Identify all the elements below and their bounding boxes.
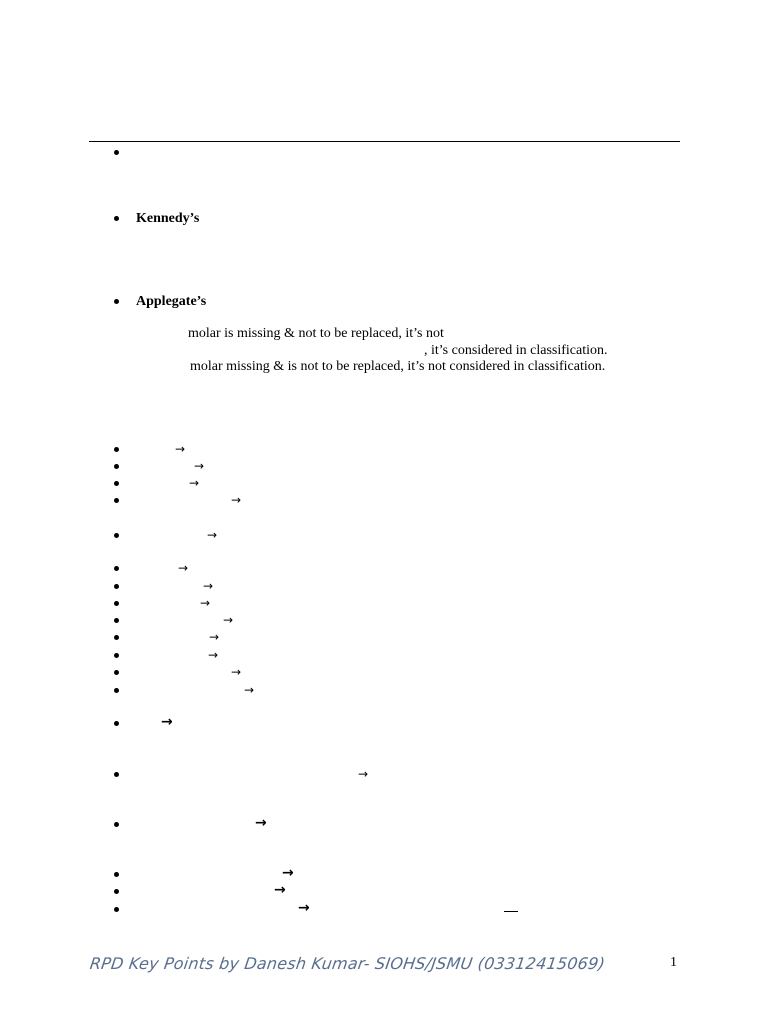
applegate-note-3: molar missing & is not to be replaced, it’s not considered in classification. (190, 359, 606, 374)
bullet (114, 498, 119, 503)
bullet (114, 889, 119, 894)
bullet (114, 721, 119, 726)
bullet (114, 566, 119, 571)
bullet (114, 688, 119, 693)
bullet (114, 670, 119, 675)
arrow-icon: → (282, 865, 294, 881)
arrow-icon: → (209, 630, 220, 644)
page-number: 1 (670, 955, 677, 970)
arrow-icon: → (207, 528, 218, 542)
arrow-icon: → (274, 882, 286, 898)
kennedy-label: Kennedy’s (136, 211, 200, 226)
bullet (114, 772, 119, 777)
arrow-icon: → (203, 579, 214, 593)
horizontal-rule (89, 141, 680, 142)
arrow-icon: → (200, 596, 211, 610)
bullet (114, 601, 119, 606)
bullet (114, 216, 119, 221)
em-dash (504, 911, 518, 912)
bullet (114, 533, 119, 538)
arrow-icon: → (161, 714, 173, 730)
arrow-icon: → (255, 815, 267, 831)
arrow-icon: → (189, 476, 200, 490)
bullet (114, 653, 119, 658)
bullet (114, 872, 119, 877)
applegate-note-2: , it’s considered in classification. (424, 343, 608, 358)
arrow-icon: → (231, 665, 242, 679)
bullet (114, 464, 119, 469)
bullet (114, 299, 119, 304)
arrow-icon: → (223, 613, 234, 627)
arrow-icon: → (244, 683, 255, 697)
bullet (114, 907, 119, 912)
arrow-icon: → (208, 648, 219, 662)
bullet (114, 822, 119, 827)
arrow-icon: → (358, 767, 369, 781)
bullet (114, 635, 119, 640)
applegate-note-1: molar is missing & not to be replaced, it’s not (188, 326, 444, 341)
bullet (114, 618, 119, 623)
arrow-icon: → (194, 459, 205, 473)
applegate-label: Applegate’s (136, 294, 207, 309)
bullet (114, 481, 119, 486)
arrow-icon: → (298, 900, 310, 916)
footer-credit: RPD Key Points by Danesh Kumar- SIOHS/JSMU (03312415069) (88, 954, 607, 973)
bullet (114, 150, 119, 155)
bullet (114, 447, 119, 452)
arrow-icon: → (175, 442, 186, 456)
arrow-icon: → (178, 561, 189, 575)
bullet (114, 584, 119, 589)
arrow-icon: → (231, 493, 242, 507)
